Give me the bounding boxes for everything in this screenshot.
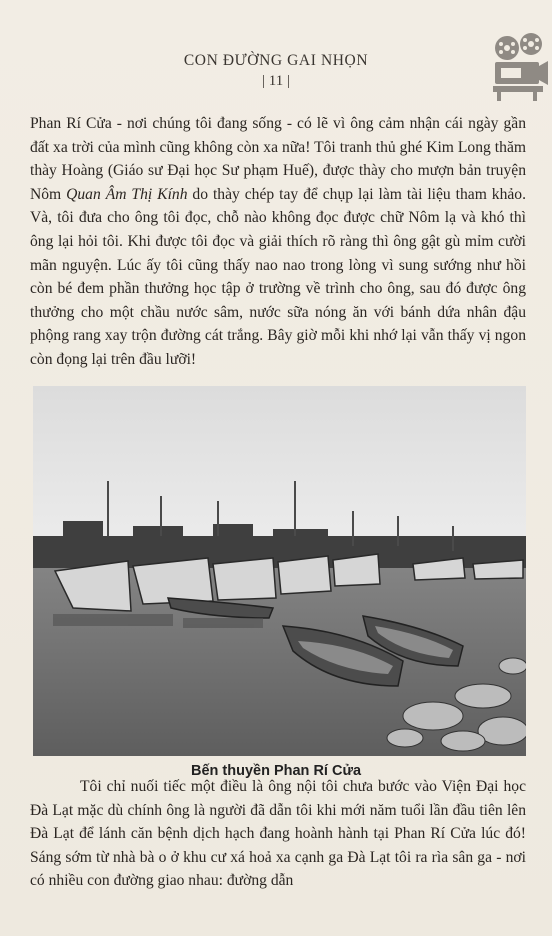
film-projector-icon <box>487 30 549 102</box>
photo-caption: Bến thuyền Phan Rí Cửa <box>190 763 362 779</box>
harbor-photo <box>33 386 526 756</box>
body-paragraph-2: Tôi chỉ nuối tiếc một điều là ông nội tôi chưa bước vào Viện Đại học Đà Lạt mặc dù chính ông là người đã dẫn tôi khi mới năm tuổi lần đầu tiên lên Đà Lạt để lánh căn bệnh dịch hạch đang hoành hành tại Phan Rí Cửa lúc đó! Sáng sớm từ nhà bà o ở khu cư xá hoả xa cạnh ga Đà Lạt tôi ra rìa sân ga - nơi có nhiều con đường giao nhau: đường dẫn <box>30 778 526 890</box>
page-number: | 11 | <box>262 73 290 89</box>
body-paragraph-1 <box>30 112 526 372</box>
running-header-title: CON ĐƯỜNG GAI NHỌN <box>183 52 369 69</box>
paragraph-1-text-a: Phan Rí Cửa - nơi chúng tôi đang sống - có lẽ vì ông cảm nhận cái ngày gần đất xa trời của mình cũng không còn xa nữa! Tôi tranh thủ ghé Kim Long thăm thày Hoàng (Giáo sư Đại học Sư phạm Huế), được thày cho mượn bản truyện Nôm <box>30 115 526 203</box>
paragraph-1-text-b: do thày chép tay để chụp lại làm tài liệu tham khảo. Và, tôi đưa cho ông tôi đọc, chỗ nào không đọc được chữ Nôm lạ và khó thì ông lại hỏi tôi. Khi được tôi đọc và giải thích rõ ràng thì ông gật gù mỉm cười mãn nguyện. Lúc ấy tôi cũng thấy nao nao trong lòng vì sung sướng như hồi còn bé đem phần thưởng học tập ở trường về trình cho ông, sau đó được ông thưởng cho một chầu nước sâm, nước sữa nóng ăn với bánh dứa nhân đậu phộng rang xay trộn đường cát trắng. Bây giờ mỗi khi nhớ lại vẫn thấy vị ngon còn đọng lại trên đầu lưỡi! <box>30 185 526 368</box>
book-title-quan-am-thi-kinh: Quan Âm Thị Kính <box>66 185 188 203</box>
